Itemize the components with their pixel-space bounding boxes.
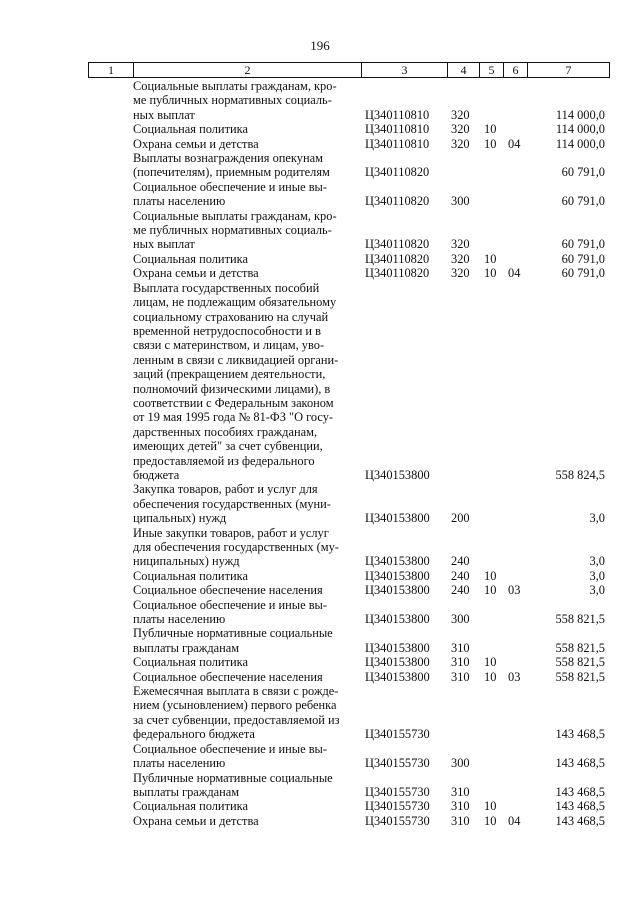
row-expense-type: 310	[451, 799, 470, 814]
row-expense-type: 300	[451, 194, 470, 209]
row-code: Ц340153800	[365, 511, 430, 526]
row-expense-type: 310	[451, 655, 470, 670]
row-section: 10	[484, 136, 497, 151]
table-row	[88, 209, 610, 252]
row-code: Ц340153800	[365, 583, 430, 598]
row-expense-type: 320	[451, 266, 470, 281]
row-name: Социальная политика	[133, 655, 248, 670]
row-subsection: 03	[508, 669, 521, 684]
row-name: Иные закупки товаров, работ и услуг для обеспечения государственных (му- ниципальных) нужд	[133, 525, 339, 569]
row-code: Ц340153800	[365, 467, 430, 482]
row-section: 10	[484, 813, 497, 828]
row-name: Публичные нормативные социальные выплаты гражданам	[133, 770, 333, 799]
row-code: Ц340153800	[365, 655, 430, 670]
row-amount: 114 000,0	[555, 107, 605, 122]
header-col-4: 4	[448, 63, 480, 77]
row-amount: 60 791,0	[561, 251, 605, 266]
row-amount: 558 821,5	[555, 669, 605, 684]
table-row	[88, 626, 610, 655]
row-name: Выплата государственных пособий лицам, не подлежащим обязательному социальному страхованию на случай временной нетрудоспособности и в связи с материнством, и лицам, уво- ленным в связи с ликвидацией органи- заций (прекращением деятельности, полномочий физическими лицами), в соответствии с Федеральным законом от 19 мая 1995 года № 81-ФЗ "О госу- дарственных пособиях гражданам, имеющих детей" за счет субвенции, предоставляемой из федерального бюджета	[133, 280, 339, 482]
row-name: Социальное обеспечение и иные вы- платы населению	[133, 597, 328, 627]
row-code: Ц340155730	[365, 784, 430, 799]
row-code: Ц340153800	[365, 554, 430, 569]
table-row	[88, 79, 610, 122]
row-section: 10	[484, 568, 497, 583]
table-row	[88, 122, 610, 136]
row-name: Охрана семьи и детства	[133, 813, 259, 828]
row-expense-type: 320	[451, 237, 470, 252]
row-code: Ц340153800	[365, 669, 430, 684]
row-name: Публичные нормативные социальные выплаты гражданам	[133, 626, 333, 655]
row-section: 10	[484, 669, 497, 684]
row-amount: 558 821,5	[555, 612, 605, 627]
row-amount: 558 821,5	[555, 655, 605, 670]
table-row	[88, 598, 610, 627]
row-code: Ц340110820	[365, 266, 430, 281]
table-row	[88, 583, 610, 597]
table-row	[88, 684, 610, 742]
row-expense-type: 300	[451, 612, 470, 627]
row-code: Ц340153800	[365, 568, 430, 583]
row-amount: 143 468,5	[555, 799, 605, 814]
row-code: Ц340155730	[365, 756, 430, 771]
header-col-6: 6	[504, 63, 528, 77]
row-amount: 60 791,0	[561, 266, 605, 281]
row-amount: 143 468,5	[555, 813, 605, 828]
table-row	[88, 670, 610, 684]
row-code: Ц340110820	[365, 251, 430, 266]
header-col-5: 5	[480, 63, 504, 77]
table-row	[88, 569, 610, 583]
row-name: Социальная политика	[133, 568, 248, 583]
row-expense-type: 320	[451, 136, 470, 151]
row-amount: 114 000,0	[555, 122, 605, 137]
row-name: Выплаты вознаграждения опекунам (попечителям), приемным родителям	[133, 151, 330, 180]
row-amount: 558 821,5	[555, 640, 605, 655]
row-name: Социальное обеспечение населения	[133, 583, 323, 598]
header-col-1: 1	[89, 63, 134, 77]
row-name: Социальные выплаты гражданам, кро- ме публичных нормативных социаль- ных выплат	[133, 79, 337, 122]
row-code: Ц340153800	[365, 640, 430, 655]
table-row	[88, 771, 610, 800]
row-amount: 3,0	[589, 511, 605, 526]
row-code: Ц340110810	[365, 107, 430, 122]
row-code: Ц340155730	[365, 727, 430, 742]
row-code: Ц340155730	[365, 813, 430, 828]
row-amount: 143 468,5	[555, 727, 605, 742]
row-section: 10	[484, 655, 497, 670]
row-name: Ежемесячная выплата в связи с рожде- нием (усыновлением) первого ребенка за счет субвенции, предоставляемой из федерального бюджета	[133, 684, 340, 742]
table-row	[88, 742, 610, 771]
table-row	[88, 266, 610, 280]
table-body	[88, 79, 610, 828]
row-code: Ц340110810	[365, 136, 430, 151]
row-name: Социальные выплаты гражданам, кро- ме публичных нормативных социаль- ных выплат	[133, 208, 337, 252]
row-name: Охрана семьи и детства	[133, 136, 259, 151]
table-row	[88, 137, 610, 151]
row-name: Социальное обеспечение и иные вы- платы населению	[133, 741, 328, 771]
row-amount: 114 000,0	[555, 136, 605, 151]
row-subsection: 04	[508, 136, 521, 151]
row-section: 10	[484, 122, 497, 137]
header-col-2: 2	[134, 63, 362, 77]
row-code: Ц340110820	[365, 237, 430, 252]
table-row	[88, 526, 610, 569]
row-code: Ц340153800	[365, 612, 430, 627]
row-section: 10	[484, 266, 497, 281]
row-name: Закупка товаров, работ и услуг для обеспечения государственных (муни- ципальных) нужд	[133, 482, 331, 526]
row-name: Социальное обеспечение населения	[133, 669, 323, 684]
row-code: Ц340110820	[365, 165, 430, 180]
row-amount: 60 791,0	[561, 165, 605, 180]
row-expense-type: 240	[451, 554, 470, 569]
row-name: Охрана семьи и детства	[133, 266, 259, 281]
row-code: Ц340155730	[365, 799, 430, 814]
page-number: 196	[310, 38, 330, 53]
row-subsection: 03	[508, 583, 521, 598]
table-row	[88, 799, 610, 813]
table-row	[88, 814, 610, 828]
row-amount: 3,0	[589, 583, 605, 598]
table-header	[88, 62, 610, 78]
row-name: Социальное обеспечение и иные вы- платы населению	[133, 179, 328, 209]
row-name: Социальная политика	[133, 251, 248, 266]
header-col-3: 3	[362, 63, 448, 77]
row-expense-type: 310	[451, 813, 470, 828]
row-subsection: 04	[508, 813, 521, 828]
table-row	[88, 151, 610, 180]
row-amount: 143 468,5	[555, 784, 605, 799]
header-col-7: 7	[565, 63, 572, 77]
row-expense-type: 310	[451, 669, 470, 684]
row-expense-type: 320	[451, 251, 470, 266]
row-expense-type: 200	[451, 511, 470, 526]
row-code: Ц340110810	[365, 122, 430, 137]
row-expense-type: 240	[451, 583, 470, 598]
row-section: 10	[484, 251, 497, 266]
row-amount: 3,0	[589, 568, 605, 583]
row-section: 10	[484, 799, 497, 814]
row-expense-type: 240	[451, 568, 470, 583]
table-row	[88, 655, 610, 669]
row-amount: 60 791,0	[561, 194, 605, 209]
row-expense-type: 320	[451, 122, 470, 137]
row-name: Социальная политика	[133, 799, 248, 814]
row-amount: 60 791,0	[561, 237, 605, 252]
table-row	[88, 482, 610, 525]
table-row	[88, 281, 610, 483]
row-section: 10	[484, 583, 497, 598]
row-name: Социальная политика	[133, 122, 248, 137]
row-expense-type: 320	[451, 107, 470, 122]
row-expense-type: 300	[451, 756, 470, 771]
row-amount: 143 468,5	[555, 756, 605, 771]
row-expense-type: 310	[451, 640, 470, 655]
row-amount: 3,0	[589, 554, 605, 569]
row-expense-type: 310	[451, 784, 470, 799]
row-subsection: 04	[508, 266, 521, 281]
row-code: Ц340110820	[365, 194, 430, 209]
table-row	[88, 252, 610, 266]
table-row	[88, 180, 610, 209]
row-amount: 558 824,5	[555, 467, 605, 482]
